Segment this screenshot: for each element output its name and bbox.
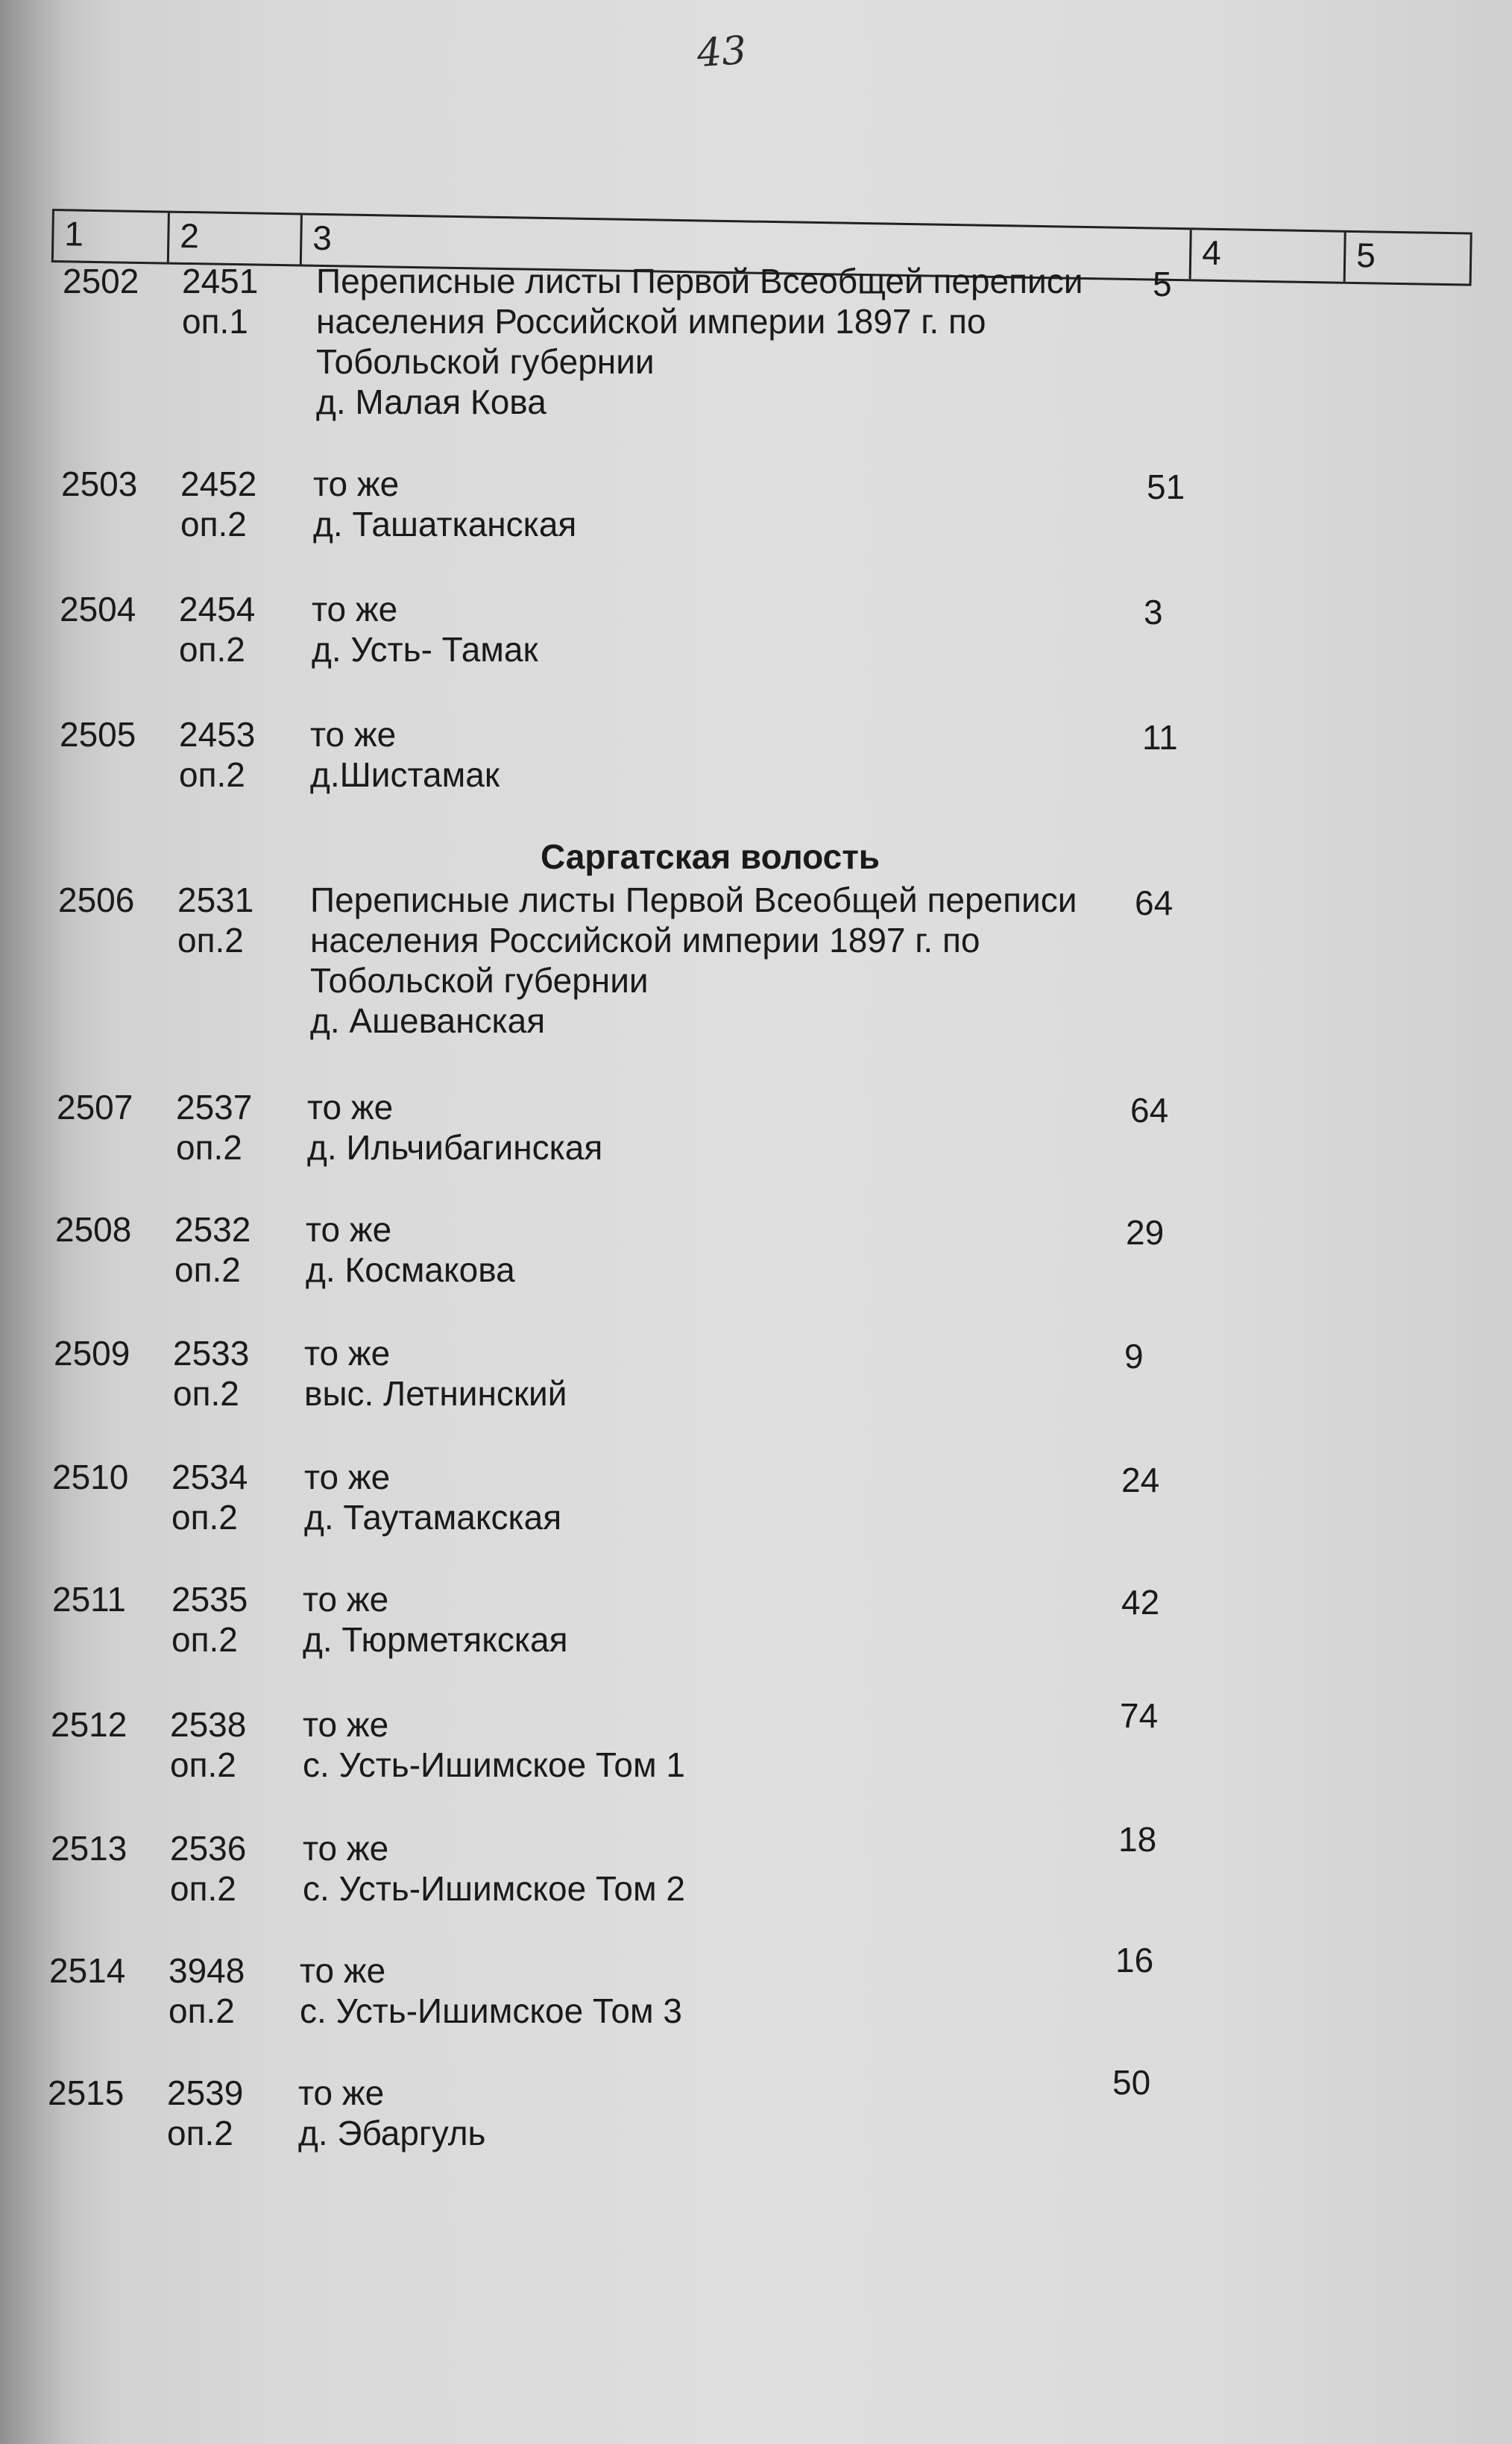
- record-number: 2504: [60, 590, 136, 629]
- title-line: то же: [303, 1829, 389, 1868]
- record-number: 2513: [51, 1829, 127, 1868]
- delo-number: 2451: [182, 262, 259, 300]
- pages-count: 11: [1142, 718, 1178, 757]
- title-cell: [298, 2073, 486, 2153]
- pages-count: 18: [1118, 1820, 1157, 1859]
- title-line: д. Таутамакская: [304, 1498, 562, 1537]
- title-line: населения Российской империи 1897 г. по: [310, 921, 980, 960]
- delo-cell: [180, 464, 256, 544]
- pages-count: 64: [1135, 884, 1174, 922]
- pages-count: 42: [1121, 1583, 1160, 1622]
- delo-cell: [174, 1209, 251, 1290]
- record-number: 2515: [48, 2073, 125, 2112]
- title-line: д. Малая Кова: [316, 382, 546, 421]
- title-line: то же: [306, 1210, 392, 1249]
- title-line: то же: [298, 2073, 385, 2112]
- title-line: Тобольской губернии: [310, 961, 649, 1000]
- title-line: д. Ташатканская: [313, 505, 577, 544]
- title-line: населения Российской империи 1897 г. по: [316, 302, 986, 341]
- record-number: 2505: [60, 715, 136, 754]
- opis-number: оп.2: [170, 1869, 236, 1908]
- delo-number: 2537: [176, 1088, 253, 1127]
- delo-cell: [179, 714, 255, 795]
- opis-number: оп.2: [168, 1991, 235, 2030]
- title-line: то же: [312, 590, 398, 629]
- delo-cell: [173, 1333, 249, 1414]
- title-line: д. Ильчибагинская: [307, 1128, 603, 1167]
- record-number: 2510: [52, 1458, 129, 1496]
- record-number: 2511: [52, 1580, 126, 1619]
- title-line: д. Эбаргуль: [298, 2114, 486, 2152]
- pages-count: 5: [1153, 265, 1172, 303]
- delo-number: 2534: [171, 1458, 248, 1496]
- opis-number: оп.2: [179, 630, 245, 669]
- delo-number: 2536: [170, 1829, 247, 1868]
- record-number: 2507: [57, 1088, 133, 1127]
- opis-number: оп.2: [171, 1620, 238, 1659]
- delo-cell: [167, 2073, 243, 2153]
- title-cell: [303, 1704, 685, 1785]
- delo-number: 2539: [167, 2073, 244, 2112]
- pages-count: 16: [1115, 1941, 1154, 1980]
- title-line: то же: [307, 1088, 394, 1127]
- title-line: выс. Летнинский: [304, 1374, 567, 1413]
- opis-number: оп.1: [182, 302, 248, 341]
- pages-count: 51: [1147, 467, 1185, 506]
- opis-number: оп.2: [176, 1128, 242, 1167]
- title-line: д. Усть- Тамак: [312, 630, 538, 669]
- title-cell: [304, 1457, 561, 1537]
- title-cell: [303, 1579, 568, 1660]
- column-header-1: 1: [54, 211, 170, 262]
- record-number: 2512: [51, 1705, 127, 1744]
- title-line: д.Шистамак: [310, 755, 500, 794]
- record-number: 2508: [55, 1210, 132, 1249]
- delo-cell: [182, 261, 258, 341]
- title-cell: [310, 880, 1077, 1041]
- delo-number: 2531: [177, 881, 254, 919]
- delo-cell: [171, 1579, 248, 1660]
- title-line: Переписные листы Первой Всеобщей переписи: [310, 881, 1077, 919]
- delo-cell: [176, 1087, 252, 1168]
- record-number: 2503: [61, 464, 138, 503]
- delo-cell: [171, 1457, 248, 1537]
- record-number: 2514: [49, 1951, 126, 1990]
- delo-number: 3948: [168, 1951, 245, 1990]
- title-line: с. Усть-Ишимское Том 3: [300, 1991, 683, 2030]
- opis-number: оп.2: [170, 1745, 236, 1784]
- pages-count: 74: [1120, 1696, 1159, 1735]
- title-cell: [310, 714, 500, 795]
- delo-cell: [170, 1828, 246, 1909]
- column-header-4: 4: [1191, 230, 1346, 281]
- pages-count: 50: [1112, 2063, 1151, 2102]
- title-line: с. Усть-Ишимское Том 1: [303, 1745, 686, 1784]
- opis-number: оп.2: [173, 1374, 239, 1413]
- delo-number: 2533: [173, 1334, 250, 1373]
- opis-number: оп.2: [167, 2114, 233, 2152]
- title-line: то же: [310, 715, 397, 754]
- section-heading: Саргатская волость: [541, 837, 881, 876]
- opis-number: оп.2: [180, 505, 247, 544]
- record-number: 2509: [54, 1334, 130, 1373]
- delo-number: 2454: [179, 590, 256, 629]
- column-header-3: 3: [302, 215, 1192, 280]
- title-cell: [306, 1209, 515, 1290]
- delo-cell: [170, 1704, 246, 1785]
- column-header-2: 2: [169, 213, 303, 265]
- delo-number: 2453: [179, 715, 256, 754]
- delo-cell: [179, 589, 255, 670]
- title-line: то же: [304, 1458, 391, 1496]
- title-line: то же: [304, 1334, 391, 1373]
- pages-count: 29: [1126, 1213, 1165, 1252]
- title-cell: [316, 261, 1083, 422]
- title-cell: [313, 464, 576, 544]
- record-number: 2502: [63, 262, 139, 300]
- pages-count: 24: [1121, 1461, 1160, 1499]
- delo-cell: [177, 880, 253, 960]
- title-cell: [300, 1950, 682, 2031]
- delo-number: 2538: [170, 1705, 247, 1744]
- title-line: д. Ашеванская: [310, 1001, 546, 1040]
- title-line: то же: [313, 464, 400, 503]
- column-header-5: 5: [1355, 236, 1376, 275]
- pages-count: 64: [1130, 1091, 1169, 1130]
- pages-count: 9: [1124, 1337, 1144, 1376]
- delo-number: 2532: [174, 1210, 251, 1249]
- delo-number: 2452: [180, 464, 257, 503]
- opis-number: оп.2: [179, 755, 245, 794]
- title-cell: [307, 1087, 602, 1168]
- title-line: с. Усть-Ишимское Том 2: [303, 1869, 686, 1908]
- title-cell: [304, 1333, 567, 1414]
- title-line: д. Тюрметякская: [303, 1620, 568, 1659]
- page-number: 43: [695, 28, 749, 77]
- title-line: Переписные листы Первой Всеобщей переписи: [316, 262, 1083, 300]
- title-line: то же: [303, 1580, 389, 1619]
- opis-number: оп.2: [177, 921, 244, 960]
- title-cell: [303, 1828, 685, 1909]
- pages-count: 3: [1144, 593, 1163, 632]
- delo-cell: [168, 1950, 245, 2031]
- title-cell: [312, 589, 538, 670]
- delo-number: 2535: [171, 1580, 248, 1619]
- title-line: то же: [300, 1951, 386, 1990]
- title-line: д. Космакова: [306, 1250, 515, 1289]
- title-line: Тобольской губернии: [316, 342, 655, 381]
- record-number: 2506: [58, 881, 135, 919]
- title-line: то же: [303, 1705, 389, 1744]
- opis-number: оп.2: [171, 1498, 238, 1537]
- opis-number: оп.2: [174, 1250, 241, 1289]
